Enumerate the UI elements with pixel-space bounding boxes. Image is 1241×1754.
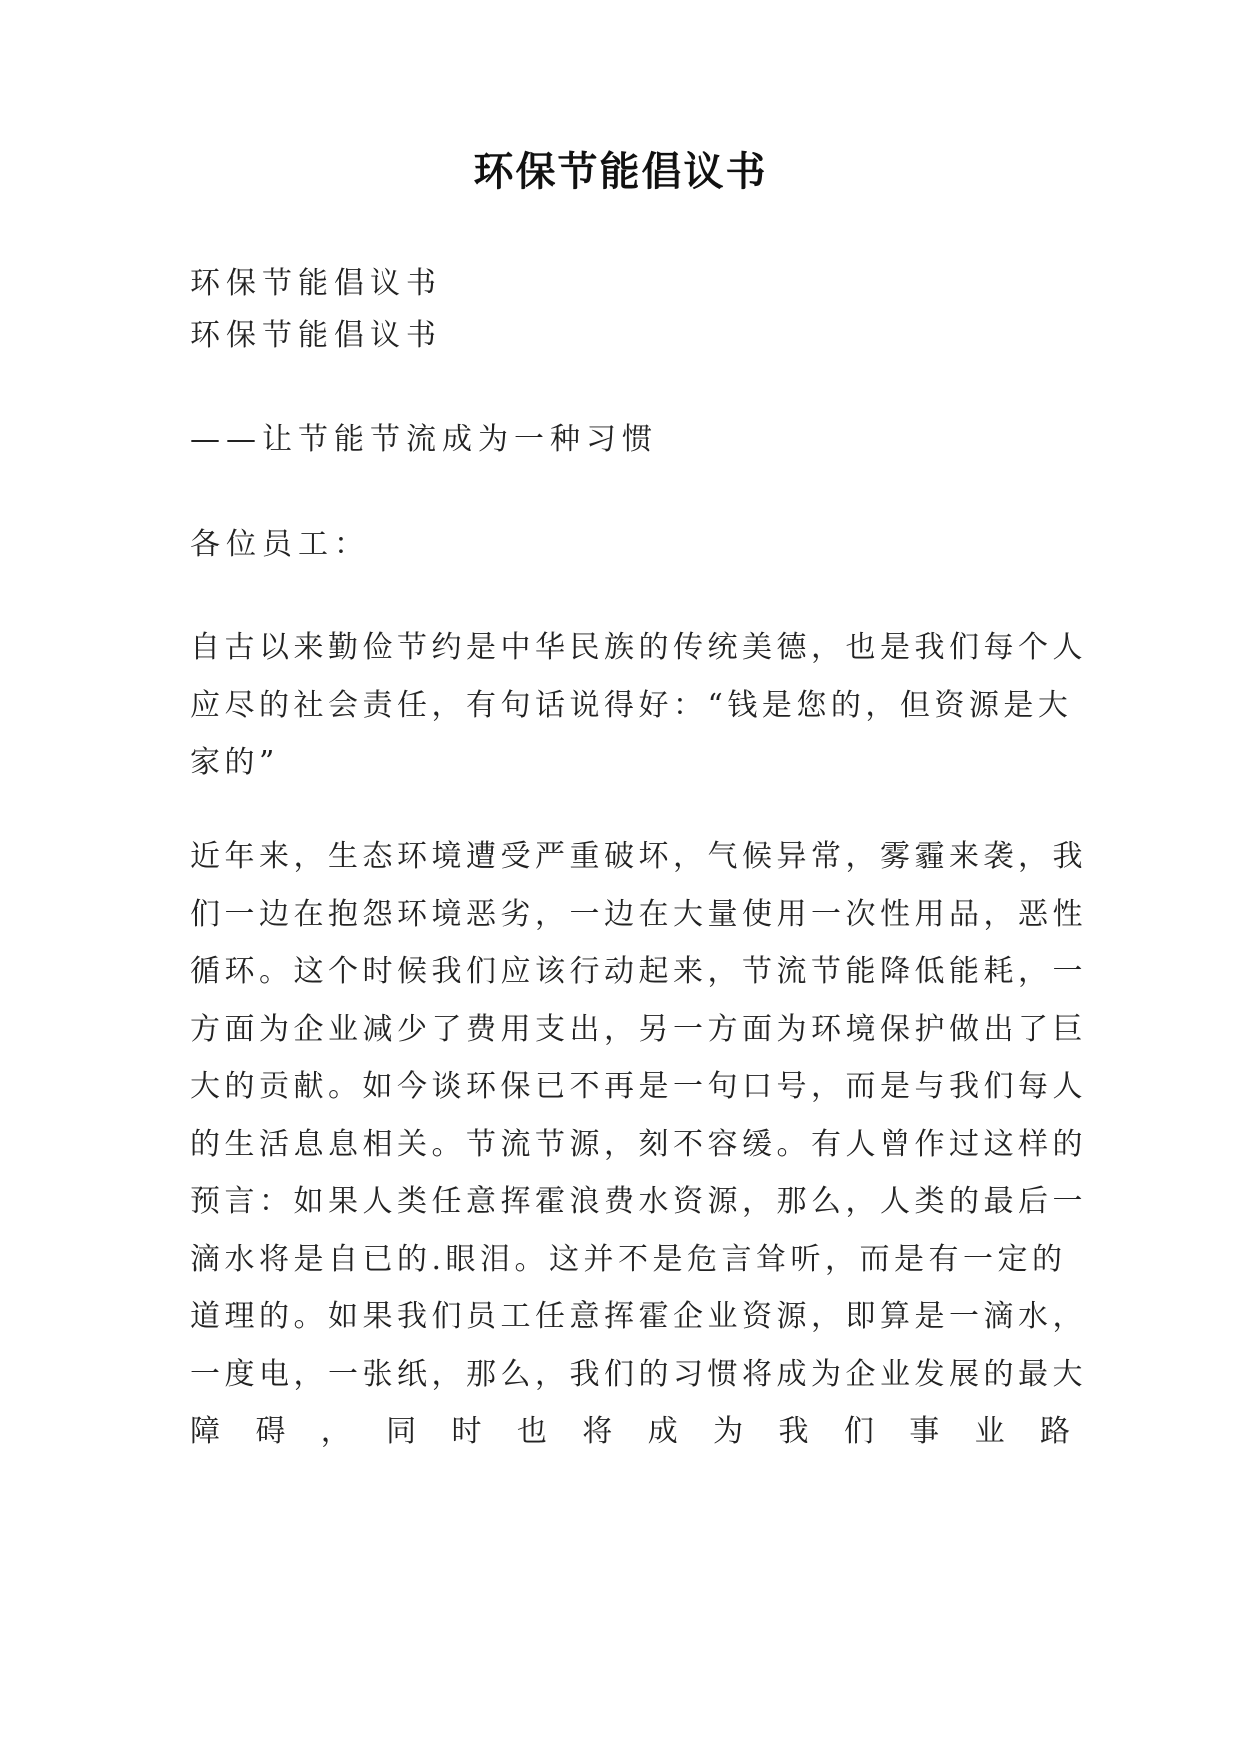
paragraph-line: 们一边在抱怨环境恶劣，一边在大量使用一次性用品，恶性 [190,896,1087,932]
document-title: 环保节能倡议书 [473,148,768,195]
paragraph-line: 方面为企业减少了费用支出，另一方面为环境保护做出了巨 [190,1011,1087,1047]
paragraph-line: 障碍，同时也将成为我们事业路 [190,1414,1070,1449]
paragraph-line: 一度电，一张纸，那么，我们的习惯将成为企业发展的最大 [190,1356,1087,1392]
paragraph-line: 家的” [190,745,279,780]
paragraph-1 [190,619,1087,792]
salutation: 各位员工： [190,527,370,562]
paragraph-line: 的生活息息相关。节流节源，刻不容缓。有人曾作过这样的 [190,1126,1087,1162]
paragraph-line: 自古以来勤俭节约是中华民族的传统美德，也是我们每个人 [190,630,1087,665]
heading-line-2: 环保节能倡议书 [190,318,442,353]
subtitle: ——让节能节流成为一种习惯 [190,422,658,457]
paragraph-line: 循环。这个时候我们应该行动起来，节流节能降低能耗，一 [190,954,1087,989]
paragraph-line: 大的贡献。如今谈环保已不再是一句口号，而是与我们每人 [190,1069,1087,1104]
paragraph-line: 近年来，生态环境遭受严重破坏，气候异常，雾霾来袭，我 [190,839,1087,874]
paragraph-line: 滴水将是自已的.眼泪。这并不是危言耸听，而是有一定的 [190,1241,1067,1277]
paragraph-line: 应尽的社会责任，有句话说得好：“钱是您的，但资源是大 [190,687,1073,723]
paragraph-2 [190,828,1087,1461]
heading-line-1: 环保节能倡议书 [190,266,442,301]
paragraph-line: 预言：如果人类任意挥霍浪费水资源，那么，人类的最后一 [190,1184,1087,1219]
paragraph-line: 道理的。如果我们员工任意挥霍企业资源，即算是一滴水， [190,1299,1087,1334]
